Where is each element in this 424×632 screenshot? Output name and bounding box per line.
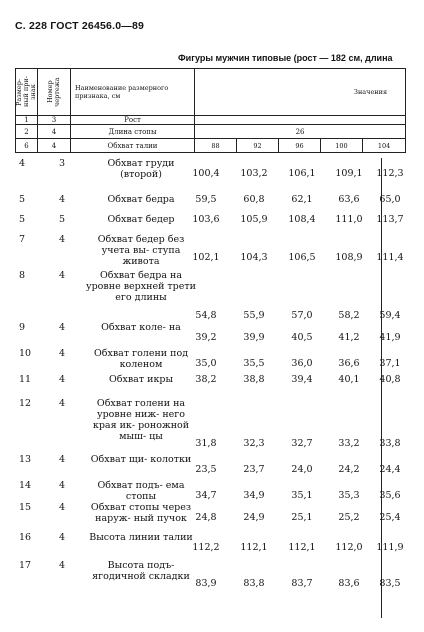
waist-value: 88	[195, 139, 237, 153]
drawing-number: 4	[59, 322, 66, 333]
measurement-value: 83,6	[338, 578, 360, 589]
table-subtitle: Фигуры мужчин типовые (рост — 182 см, длина	[178, 53, 393, 63]
measurement-value: 32,7	[291, 438, 313, 449]
measurement-value: 105,9	[240, 214, 268, 225]
row-number: 7	[19, 234, 26, 245]
feature-name: Обхват бедер без учета вы- ступа живота	[97, 234, 185, 267]
drawing-number: 4	[59, 234, 66, 245]
table-header	[15, 68, 406, 153]
measurement-value: 35,6	[379, 490, 401, 501]
measurement-value: 23,5	[195, 464, 217, 475]
measurement-value: 112,3	[376, 168, 404, 179]
waist-name: Обхват талии	[71, 139, 195, 153]
measurement-value: 40,1	[338, 374, 360, 385]
col-header-row-no: Размер- ный при- знак	[16, 69, 38, 116]
drawing-number: 4	[59, 270, 66, 281]
row-number: 10	[19, 348, 32, 359]
measurement-value: 108,9	[335, 252, 363, 263]
foot-length-no: 2	[16, 125, 38, 139]
measurement-value: 38,8	[243, 374, 265, 385]
feature-name: Обхват бедер	[107, 214, 175, 225]
measurement-value: 40,5	[291, 332, 313, 343]
row-number: 13	[19, 454, 32, 465]
row-number: 14	[19, 480, 32, 491]
measurement-value: 102,1	[192, 252, 220, 263]
feature-name: Обхват коле- на	[101, 322, 181, 333]
row-number: 5	[19, 214, 26, 225]
measurement-value: 100,4	[192, 168, 220, 179]
feature-name: Обхват подъ- ема стопы	[97, 480, 185, 502]
measurement-value: 24,4	[379, 464, 401, 475]
row-number: 15	[19, 502, 32, 513]
measurement-value: 36,6	[338, 358, 360, 369]
measurement-value: 54,8	[195, 310, 217, 321]
row-number: 11	[19, 374, 32, 385]
feature-name: Высота подъ- ягодичной складки	[92, 560, 190, 582]
measurement-value: 59,4	[379, 310, 401, 321]
foot-length-name: Длина стопы	[71, 125, 195, 139]
measurement-value: 83,7	[291, 578, 313, 589]
row-number: 17	[19, 560, 32, 571]
row-number: 4	[19, 158, 26, 169]
foot-length-value: 26	[195, 125, 406, 139]
measurement-value: 38,2	[195, 374, 217, 385]
measurement-value: 58,2	[338, 310, 360, 321]
drawing-number: 4	[59, 532, 66, 543]
measurement-value: 111,9	[376, 542, 404, 553]
measurement-value: 57,0	[291, 310, 313, 321]
measurement-value: 35,0	[195, 358, 217, 369]
measurement-value: 109,1	[335, 168, 363, 179]
feature-name: Обхват стопы через наруж- ный пучок	[90, 502, 192, 524]
measurement-value: 35,3	[338, 490, 360, 501]
measurement-value: 106,5	[288, 252, 316, 263]
measurement-value: 83,5	[379, 578, 401, 589]
measurement-value: 34,9	[243, 490, 265, 501]
measurement-value: 111,4	[376, 252, 404, 263]
row-number: 12	[19, 398, 32, 409]
drawing-number: 4	[59, 502, 66, 513]
row-number: 5	[19, 194, 26, 205]
measurement-value: 31,8	[195, 438, 217, 449]
measurement-value: 35,5	[243, 358, 265, 369]
measurement-value: 55,9	[243, 310, 265, 321]
measurement-value: 41,2	[338, 332, 360, 343]
drawing-number: 5	[59, 214, 66, 225]
feature-name: Обхват груди (второй)	[107, 158, 175, 180]
measurement-value: 63,6	[338, 194, 360, 205]
measurement-value: 103,2	[240, 168, 268, 179]
waist-value: 104	[363, 139, 406, 153]
page-header: С. 228 ГОСТ 26456.0—89	[15, 20, 145, 32]
row-number: 16	[19, 532, 32, 543]
measurement-value: 24,8	[195, 512, 217, 523]
measurement-value: 106,1	[288, 168, 316, 179]
header-index-1: 1	[16, 116, 38, 125]
row-number: 9	[19, 322, 26, 333]
measurement-value: 108,4	[288, 214, 316, 225]
measurement-value: 33,8	[379, 438, 401, 449]
drawing-number: 4	[59, 348, 66, 359]
measurement-value: 24,9	[243, 512, 265, 523]
foot-length-drw: 4	[38, 125, 71, 139]
drawing-number: 4	[59, 454, 66, 465]
table-body	[15, 158, 405, 618]
drawing-number: 3	[59, 158, 66, 169]
waist-value: 100	[321, 139, 363, 153]
col-header-name: Наименование размерного признака, см	[71, 69, 195, 116]
measurement-value: 62,1	[291, 194, 313, 205]
measurement-value: 60,8	[243, 194, 265, 205]
measurement-value: 113,7	[376, 214, 404, 225]
col-header-values: Значения	[195, 69, 406, 116]
feature-name: Высота линии талии	[89, 532, 193, 543]
measurement-value: 25,2	[338, 512, 360, 523]
measurement-value: 23,7	[243, 464, 265, 475]
measurement-value: 33,2	[338, 438, 360, 449]
measurement-value: 37,1	[379, 358, 401, 369]
measurement-value: 59,5	[195, 194, 217, 205]
drawing-number: 4	[59, 398, 66, 409]
measurement-value: 34,7	[195, 490, 217, 501]
row-number: 8	[19, 270, 26, 281]
measurement-value: 83,9	[195, 578, 217, 589]
feature-name: Обхват щи- колотки	[90, 454, 192, 465]
drawing-number: 4	[59, 194, 66, 205]
measurement-value: 104,3	[240, 252, 268, 263]
feature-name: Обхват голени на уровне ниж- него края ик- роножной мыш- цы	[92, 398, 190, 442]
measurement-value: 112,1	[288, 542, 316, 553]
feature-name: Обхват икры	[108, 374, 174, 385]
measurement-value: 39,4	[291, 374, 313, 385]
drawing-number: 4	[59, 480, 66, 491]
measurement-value: 112,1	[240, 542, 268, 553]
feature-name: Обхват бедра	[107, 194, 175, 205]
waist-value: 92	[237, 139, 279, 153]
measurement-value: 40,8	[379, 374, 401, 385]
measurement-value: 111,0	[335, 214, 363, 225]
measurement-value: 65,0	[379, 194, 401, 205]
measurement-value: 112,0	[335, 542, 363, 553]
measurement-value: 25,1	[291, 512, 313, 523]
measurement-value: 24,2	[338, 464, 360, 475]
measurement-value: 41,9	[379, 332, 401, 343]
measurement-value: 36,0	[291, 358, 313, 369]
feature-name: Обхват бедра на уровне верхней трети его длины	[86, 270, 196, 303]
measurement-value: 103,6	[192, 214, 220, 225]
feature-name: Обхват голени под коленом	[93, 348, 189, 370]
measurement-value: 24,0	[291, 464, 313, 475]
measurement-value: 112,2	[192, 542, 220, 553]
measurement-value: 32,3	[243, 438, 265, 449]
waist-drw: 4	[38, 139, 71, 153]
header-index-2: 3	[38, 116, 71, 125]
measurement-value: 83,8	[243, 578, 265, 589]
measurement-value: 39,2	[195, 332, 217, 343]
waist-value: 96	[279, 139, 321, 153]
measurement-value: 39,9	[243, 332, 265, 343]
header-row-height: Рост	[71, 116, 195, 125]
waist-no: 6	[16, 139, 38, 153]
measurement-value: 35,1	[291, 490, 313, 501]
col-header-drawing-no: Номер чертежа	[38, 69, 71, 116]
drawing-number: 4	[59, 560, 66, 571]
measurement-value: 25,4	[379, 512, 401, 523]
drawing-number: 4	[59, 374, 66, 385]
